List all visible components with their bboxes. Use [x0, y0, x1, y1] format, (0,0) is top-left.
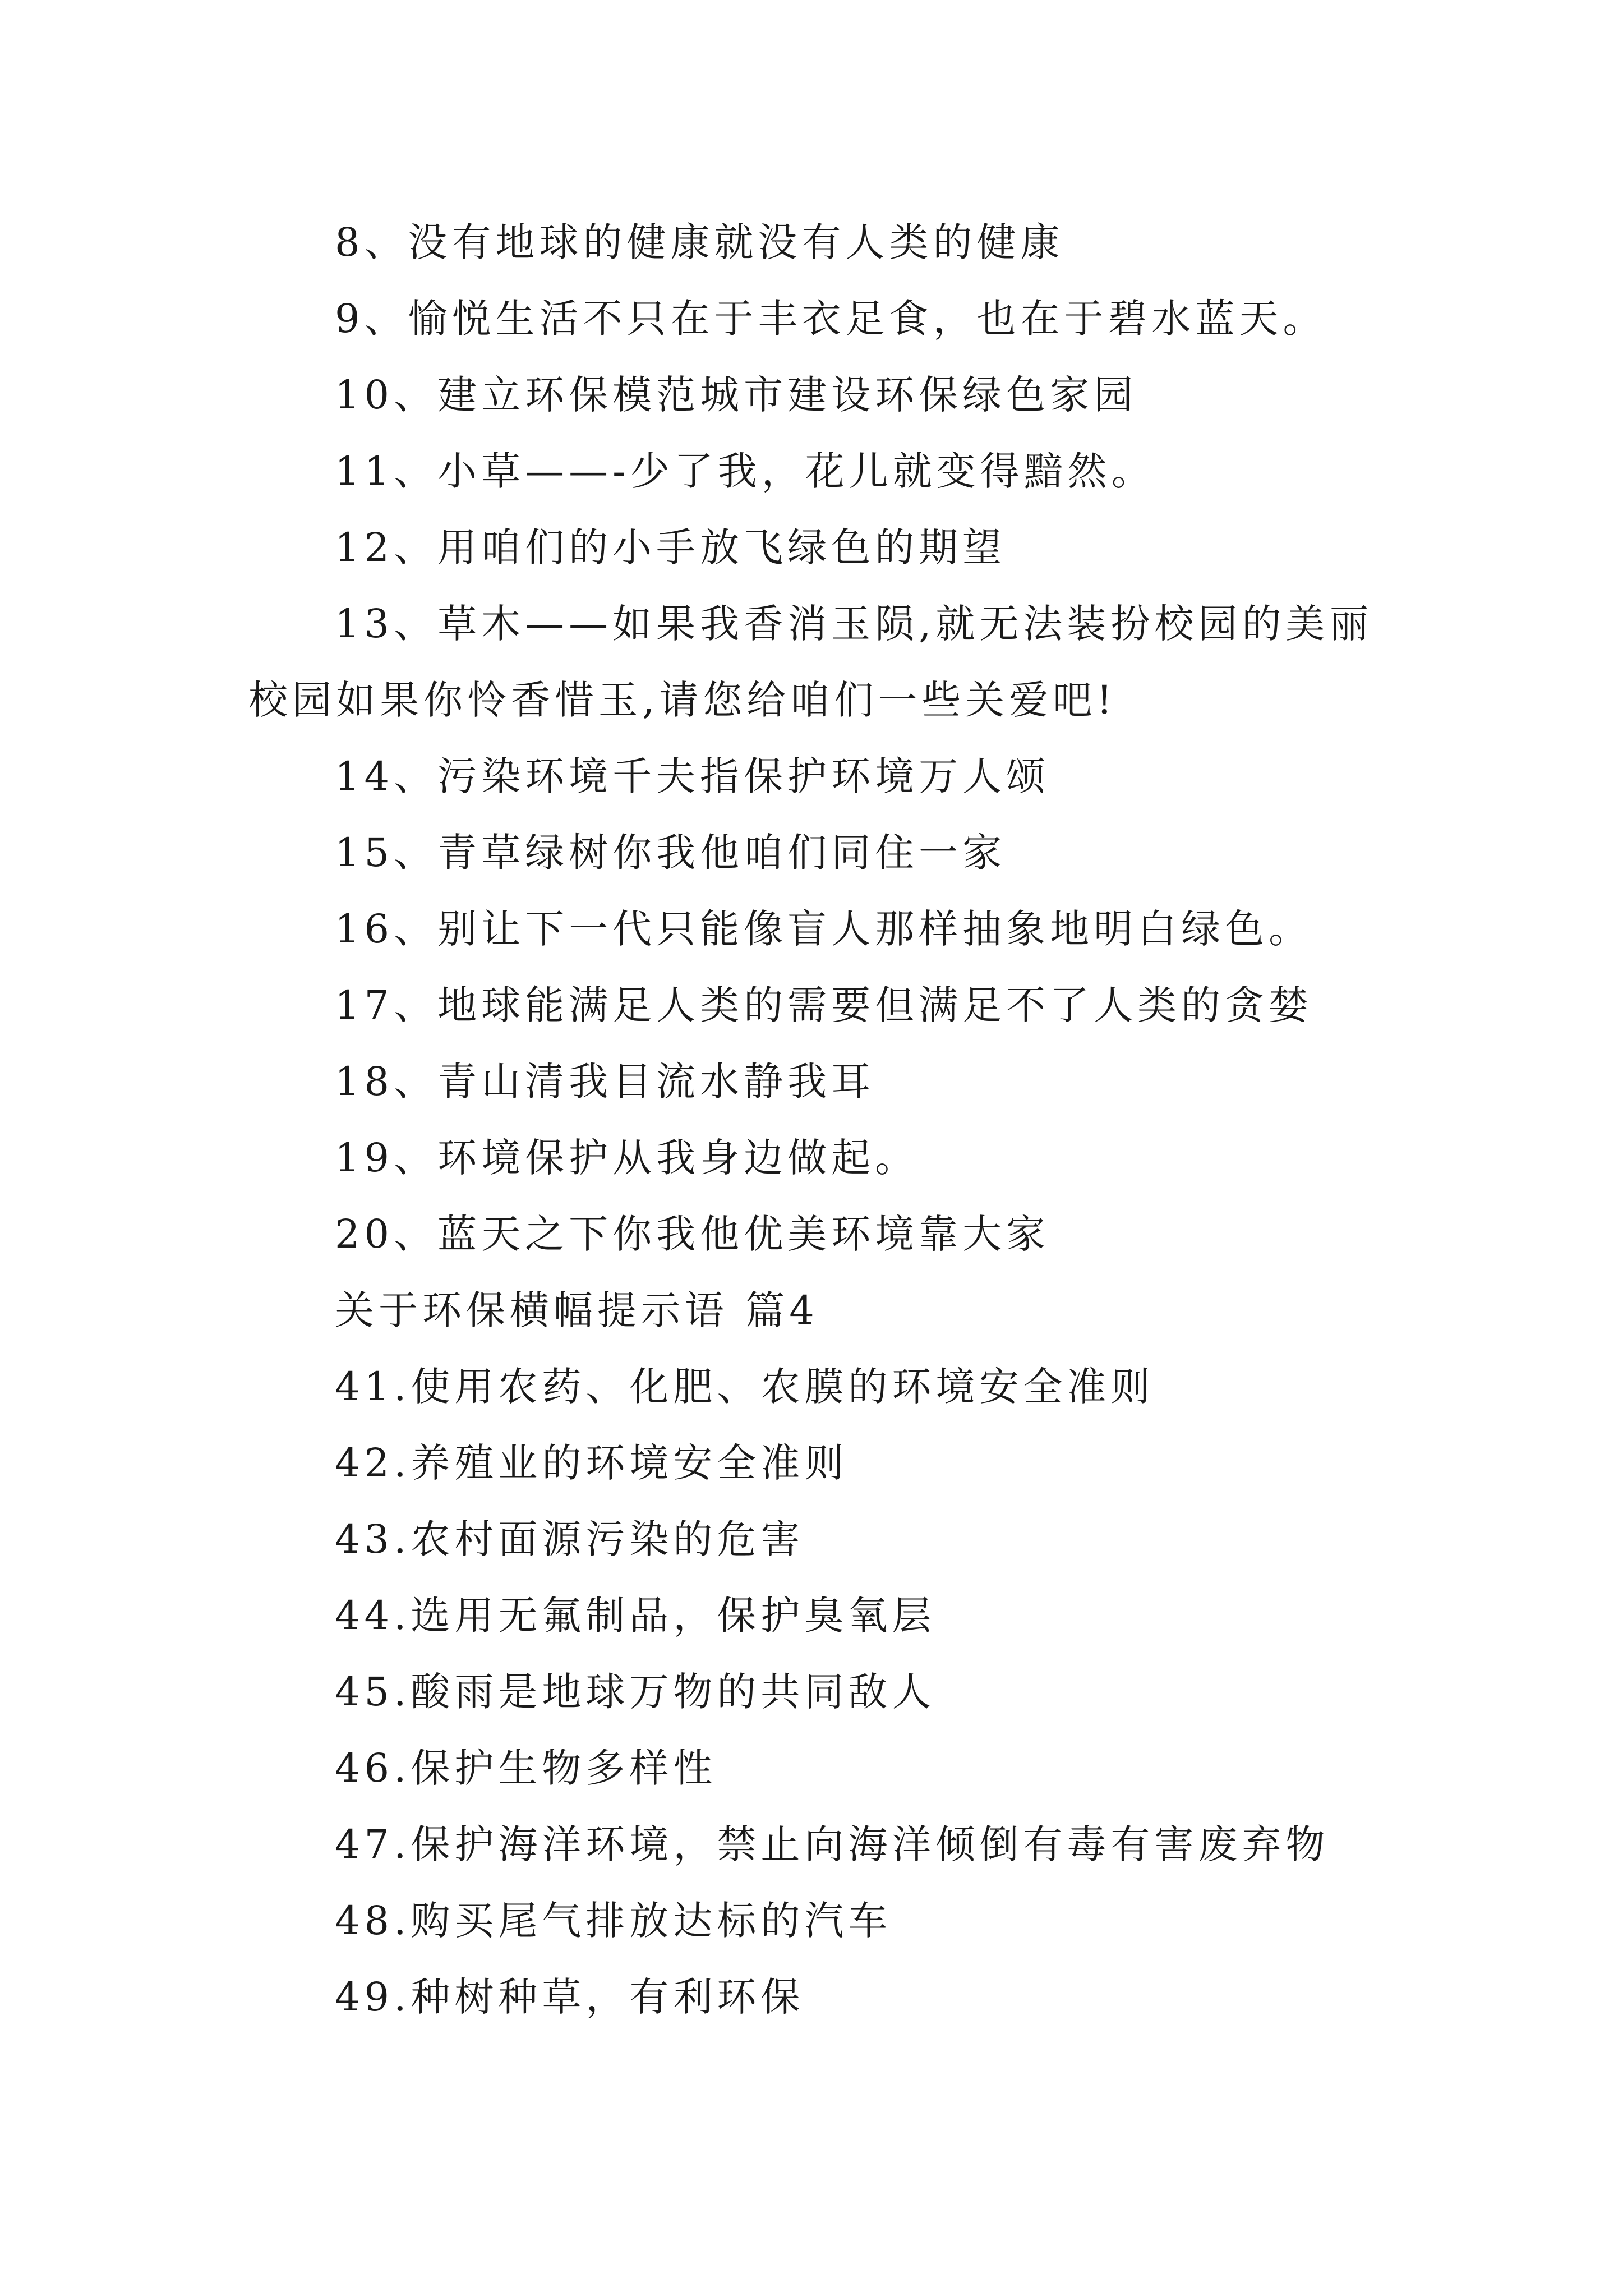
list-item: 44.选用无氟制品，保护臭氧层 [335, 1593, 936, 1639]
list-item: 42.养殖业的环境安全准则 [335, 1440, 849, 1486]
list-item: 15、青草绿树你我他咱们同住一家 [335, 830, 1007, 876]
list-item: 49.种树种草，有利环保 [335, 1974, 805, 2020]
list-item: 41.使用农药、化肥、农膜的环境安全准则 [335, 1364, 1155, 1410]
list-item-continuation: 校园如果你怜香惜玉,请您给咱们一些关爱吧! [248, 677, 1117, 723]
list-item: 11、小草——-少了我，花儿就变得黯然。 [335, 448, 1155, 494]
section-heading: 关于环保横幅提示语 篇4 [335, 1287, 819, 1333]
list-item: 13、草木——如果我香消玉陨,就无法装扮校园的美丽 [335, 601, 1373, 647]
list-item: 43.农村面源污染的危害 [335, 1516, 805, 1562]
list-item: 9、愉悦生活不只在于丰衣足食，也在于碧水蓝天。 [335, 296, 1327, 342]
list-item: 17、地球能满足人类的需要但满足不了人类的贪婪 [335, 982, 1313, 1028]
list-item: 18、青山清我目流水静我耳 [335, 1059, 875, 1105]
list-item: 16、别让下一代只能像盲人那样抽象地明白绿色。 [335, 906, 1313, 952]
list-item: 14、污染环境千夫指保护环境万人颂 [335, 753, 1050, 799]
list-item: 46.保护生物多样性 [335, 1745, 717, 1791]
list-item: 8、没有地球的健康就没有人类的健康 [335, 219, 1064, 265]
list-item: 20、蓝天之下你我他优美环境靠大家 [335, 1211, 1050, 1257]
list-item: 12、用咱们的小手放飞绿色的期望 [335, 524, 1007, 570]
list-item: 48.购买尾气排放达标的汽车 [335, 1898, 892, 1944]
list-item: 45.酸雨是地球万物的共同敌人 [335, 1669, 936, 1715]
list-item: 19、环境保护从我身边做起。 [335, 1135, 919, 1181]
list-item: 47.保护海洋环境，禁止向海洋倾倒有毒有害废弃物 [335, 1821, 1330, 1867]
list-item: 10、建立环保模范城市建设环保绿色家园 [335, 372, 1138, 418]
